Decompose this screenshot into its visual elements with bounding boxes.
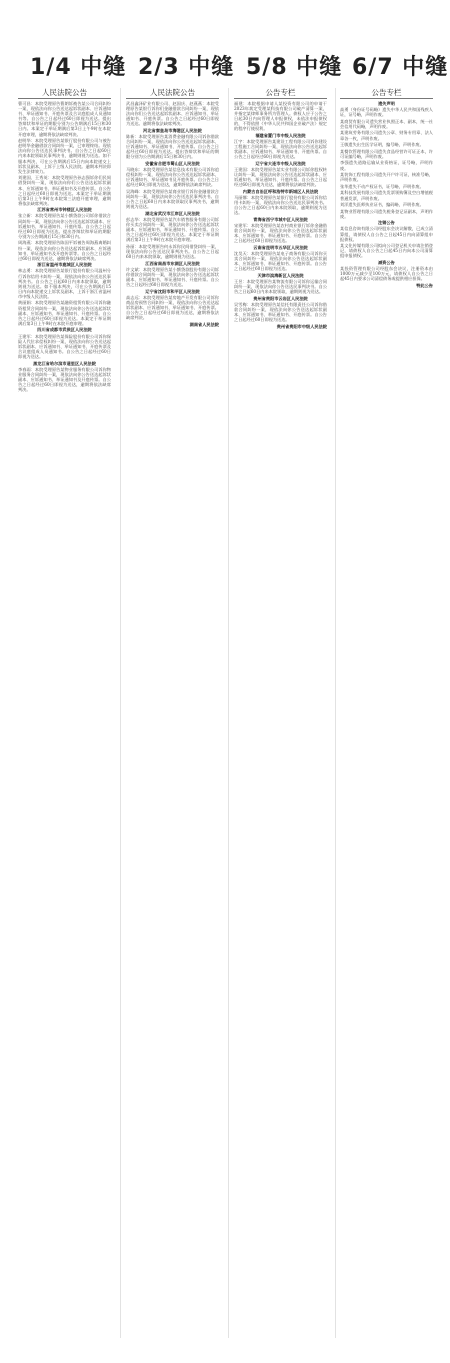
notice-entry: 福建：本院根据申请人某投资有限公司的申请于2023年裁定受理某科技有限公司破产清算一案，并指定某律师事务所为管理人。债权人应于公告之日起30日内向管理人申报债权，未依法申报债权的，不得依照《中华人民共和国企业破产法》规定的程序行使权利。 (234, 101, 327, 132)
court-heading: 福建省厦门市中级人民法院 (255, 133, 306, 139)
court-heading: 减资公告 (378, 260, 395, 266)
header-col3: 5/8 中缝 (246, 55, 343, 80)
notice-entry: 吴雪梅：本院受理原告某信托有限责任公司诉你借款合同纠纷一案，现依法向你公告送达起诉状副本、应诉通知书、举证通知书、开庭传票。自公告之日起经过60日即视为送达。 (234, 301, 327, 323)
court-heading: 黑龙江省哈尔滨市道里区人民法院 (33, 360, 96, 366)
notice-entry: 林志勇：本院受理原告某银行股份有限公司温州分行诉你信用卡纠纷一案，现依法向你公告送达民事判决书。自公告之日起60日内来本院领取，逾期则视为送达。如不服本判决，可在公告期满后15日内向本院递交上诉状及副本，上诉于浙江省温州市中级人民法院。 (18, 268, 111, 299)
court-heading: 江西省南昌市东湖区人民法院 (145, 260, 200, 266)
court-heading: 辽宁省大连市中级人民法院 (255, 161, 306, 167)
column-footer: 贵州省贵阳市中级人民法院 (276, 323, 327, 329)
notice-entry: 江宇：本院受理原告某建设工程有限公司诉你建设工程施工合同纠纷一案，现依法向你公告送达起诉状副本、应诉通知书、举证通知书、开庭传票。自公告之日起经过60日即视为送达。 (234, 139, 327, 160)
header-col1: 1/4 中缝 (30, 55, 127, 80)
court-heading: 贵州省贵阳市云岩区人民法院 (253, 295, 308, 301)
court-heading: 云南省昆明市五华区人民法院 (253, 244, 308, 250)
notice-entry: 张立新：本院受理原告某小额贷款公司诉你借款合同纠纷一案，现依法向你公告送达起诉状副本、应诉通知书、举证通知书、开庭传票。自公告之日起经过60日即视为送达。提出答辩状和举证的期限分别为公告期满后15日和30日内。 (18, 213, 111, 239)
notice-entry: 王建国：本院受理原告某实业有限公司诉你股权转让纠纷一案，现依法向你公告送达起诉状副本、应诉通知书、举证通知书、开庭传票。自公告之日起经过60日即视为送达，逾期将依法缺席判决。 (234, 167, 327, 188)
notice-column-1 (18, 88, 111, 1338)
notice-entry: 张华遗失不动产权证书，证号略，声明作废。 (340, 183, 424, 189)
notice-entry: 黄丽娟：本院受理原告某融资租赁有限公司诉你融资租赁合同纠纷一案，现依法向你公告送达起诉状副本、应诉通知书、举证通知书、开庭传票。自公告之日起经过60日即视为送达。本案定于举证期满后第3日上午9时在本院开庭审理。 (18, 300, 111, 326)
notice-column-3 (234, 88, 327, 1338)
notice-entry: 许文斌：本院受理原告某小额贷款股份有限公司诉你借款合同纠纷一案，现依法向你公告送达起诉状副本、应诉通知书、举证通知书、开庭传票。自公告之日起经过60日即视为送达。 (126, 266, 219, 288)
header-col2: 2/3 中缝 (138, 55, 235, 80)
notice-entry: 沈昊天：本院受理原告某电子商务有限公司诉你买卖合同纠纷一案，现依法向你公告送达起诉状副本、应诉通知书、举证通知书、开庭传票。自公告之日起经过60日即视为送达。 (234, 251, 327, 272)
court-heading: 遗失声明 (378, 101, 395, 106)
court-heading: 内蒙古自治区呼和浩特市新城区人民法院 (242, 189, 319, 194)
column-title: 人民法院公告 (18, 88, 111, 99)
notice-entry: 马丽娜：本院受理原告某银行股份有限公司诉你信用卡纠纷一案，现依法向你公告送达民事判决书。自公告之日起60日内来本院领取，逾期则视为送达。 (234, 195, 327, 216)
court-heading: 浙江省温州市鹿城区人民法院 (37, 262, 92, 268)
notice-entry: 孙丽：本院受理原告何永诉你民间借贷纠纷一案，现依法向你公告送达民事判决书。自公告之日起60日内来本院领取，逾期则视为送达。 (126, 243, 219, 260)
notice-entry: 赵明华：本院受理原告某银行股份有限公司与被告赵明华金融借款合同纠纷一案，已审理终结。现依法向你公告送达民事判决书。自公告之日起60日内来本院领取民事判决书，逾期则视为送达。如不服本判决，可在公告期满后15日内向本院递交上诉状及副本，上诉于上级人民法院。逾期本判决即发生法律效力。 (18, 138, 111, 174)
column-footer: 湖南省人民法院 (189, 321, 219, 327)
court-heading: 注销公告 (378, 220, 395, 226)
court-heading: 青海省西宁市城中区人民法院 (253, 216, 308, 222)
column-title: 人民法院公告 (126, 88, 219, 99)
notice-entry: 某建筑劳务有限公司遗失公章、财务专用章、法人章各一枚，声明作废。 (340, 130, 433, 141)
notice-entry: 高志远：本院受理原告某房地产开发有限公司诉你商品房预售合同纠纷一案，现依法向你公告送达起诉状副本、应诉通知书、举证通知书、开庭传票。自公告之日起经过60日即视为送达，逾期将依法缺席判决。 (126, 294, 219, 321)
notice-entry: 刘建国、王秀英：本院受理原告孙志强诉你们民间借贷纠纷一案，现依法向你们公告送达起诉状副本、应诉通知书、举证通知书及开庭传票。自公告之日起经过60日即视为送达。本案定于举证期满后第3日上午9时在本院第三法庭开庭审理，逾期将依法缺席判决。 (18, 175, 111, 206)
notice-entry: 某商贸有限公司遗失营业执照正本、副本，统一社会信用代码略，声明作废。 (340, 118, 433, 129)
notice-entry: 刘洋遗失医师执业证书，编码略，声明作废。 (340, 202, 424, 208)
notice-entry: 宋建军：本院受理原告某农村商业银行诉你金融借款合同纠纷一案，现依法向你公告送达起诉状副本、应诉通知书、举证通知书、开庭传票。自公告之日起经过60日即视为送达。 (234, 223, 327, 244)
column-divider (335, 88, 336, 1338)
notice-entry: 彭志华：本院受理原告某汽车销售服务有限公司诉你买卖合同纠纷一案，现依法向你公告送达起诉状副本、应诉通知书、举证通知书、开庭传票。自公告之日起经过60日即视为送达。本案定于举证期满后第3日上午9时在本院开庭审理。 (126, 216, 219, 243)
notice-entry: 某信息咨询有限公司经股东会决议解散，已成立清算组，请债权人自公告之日起45日内向清算组申报债权。 (340, 226, 433, 242)
notice-entry: 某装饰工程有限公司遗失开户许可证，核准号略，声明作废。 (340, 172, 433, 183)
header-col4: 6/7 中缝 (352, 55, 449, 80)
notice-entry: 王建军：本院受理原告某保险股份有限公司诉你保险人代位求偿权纠纷一案，现依法向你公告送达起诉状副本、应诉通知书、举证通知书、开庭传票及合议庭组成人员通知书。自公告之日起经过60日即视为送达。 (18, 333, 111, 359)
notice-entry: 王昱：本院受理原告某物流有限公司诉你运输合同纠纷一案，现依法向你公告送达民事判决书。自公告之日起60日内来本院领取，逾期则视为送达。 (234, 279, 327, 295)
notice-entry: 陈新：本院受理原告某消费金融有限公司诉你借款合同纠纷一案，现依法向你公告送达起诉状副本、应诉通知书、举证通知书、开庭传票。自公告之日起经过60日即视为送达。提出答辩状和举证的期限分别为公告期满后15日和30日内。 (126, 134, 219, 160)
notice-entry: 某物业管理有限公司遗失税务登记证副本，声明作废。 (340, 208, 433, 219)
column-divider (228, 88, 229, 1338)
column-divider (120, 88, 121, 1338)
court-heading: 河北省秦皇岛市海港区人民法院 (143, 127, 202, 133)
notice-entry: 周海燕：本院受理原告陈国平诉被告周海燕离婚纠纷一案，现依法向你公告送达起诉状副本、应诉通知书、举证通知书及开庭传票等。自公告之日起经过60日即视为送达，逾期将依法缺席判决。 (18, 240, 111, 261)
court-heading: 辽宁省沈阳市和平区人民法院 (145, 288, 200, 294)
notice-column-2 (126, 88, 219, 1338)
notice-entry: 王敏遗失出生医学证明，编号略，声明作废。 (340, 142, 424, 148)
notice-entry: 李强遗失道路运输从业资格证，证号略，声明作废。 (340, 160, 433, 171)
notice-entry: 某餐饮管理有限公司遗失食品经营许可证正本，许可证编号略，声明作废。 (340, 148, 433, 159)
column-footer: 特此公告 (416, 282, 433, 288)
column-title: 公告专栏 (340, 88, 433, 99)
court-heading: 四川省成都市武侯区人民法院 (37, 327, 92, 333)
court-heading: 安徽省合肥市蜀山区人民法院 (145, 161, 200, 167)
notice-entry: 马晓东：本院受理原告某信息技术有限公司诉你追偿权纠纷一案，现依法向你公告送达起诉状副本、应诉通知书、举证通知书及开庭传票。自公告之日起经过60日即视为送达，逾期将依法缺席判决。 (126, 167, 219, 188)
notice-entry: 高勇（身份证号码略）遗失中华人民共和国残疾人证，证号略，声明作废。 (340, 107, 433, 118)
notice-column-4 (340, 88, 433, 1338)
notice-entry: 某科技发展有限公司遗失发票领购簿及空白增值税普通发票，声明作废。 (340, 190, 433, 201)
notice-entry: 吴海峰：本院受理原告某商业银行诉你金融借款合同纠纷一案，现依法向你公告送达民事判决书。自公告之日起60日内来本院领取民事判决书，逾期则视为送达。 (126, 189, 219, 210)
notice-entry: 某文化传媒有限公司拟向公司登记机关申请注销登记，请债权人自公告之日起45日内向本公司清算组申报债权。 (340, 243, 433, 259)
court-heading: 江苏省常州市钟楼区人民法院 (37, 207, 92, 213)
notice-entry: 武昌鑫泽矿业有限公司、赵国庆、赵燕燕：本院受理原告某银行诉你们金融借款合同纠纷一案，现依法向你们公告送达起诉状副本、应诉通知书、举证通知书、开庭传票。自公告之日起经过60日即视为送达。逾期将依法缺席判决。 (126, 101, 219, 127)
notice-entry: 曹可昌：本院受理原告曹朗诉被告某公司合同纠纷一案，现依法向你公告送达起诉状副本、应诉通知书、举证通知书、开庭传票及合议庭组成人员通知书等。自公告之日起经过60日即视为送达。提出答辩状和举证的期限分别为公告期满后15日和30日内。本案定于举证期满后第3日上午9时在本院开庭审理，逾期将依法缺席判决。 (18, 101, 111, 137)
column-title: 公告专栏 (234, 88, 327, 99)
court-heading: 天津市滨海新区人民法院 (257, 272, 304, 278)
notice-entry: 李春雨：本院受理原告某物业服务有限公司诉你物业服务合同纠纷一案，现依法向你公告送达起诉状副本、应诉通知书、举证通知书及开庭传票。自公告之日起经过60日即视为送达，逾期将依法缺席判决。 (18, 366, 111, 392)
court-heading: 湖北省武汉市江岸区人民法院 (145, 210, 200, 216)
notice-entry: 某投资管理有限公司经股东会决议，注册资本由1000万元减少至100万元，请债权人自公告之日起45日内要求公司清偿债务或提供相应担保。 (340, 266, 433, 282)
